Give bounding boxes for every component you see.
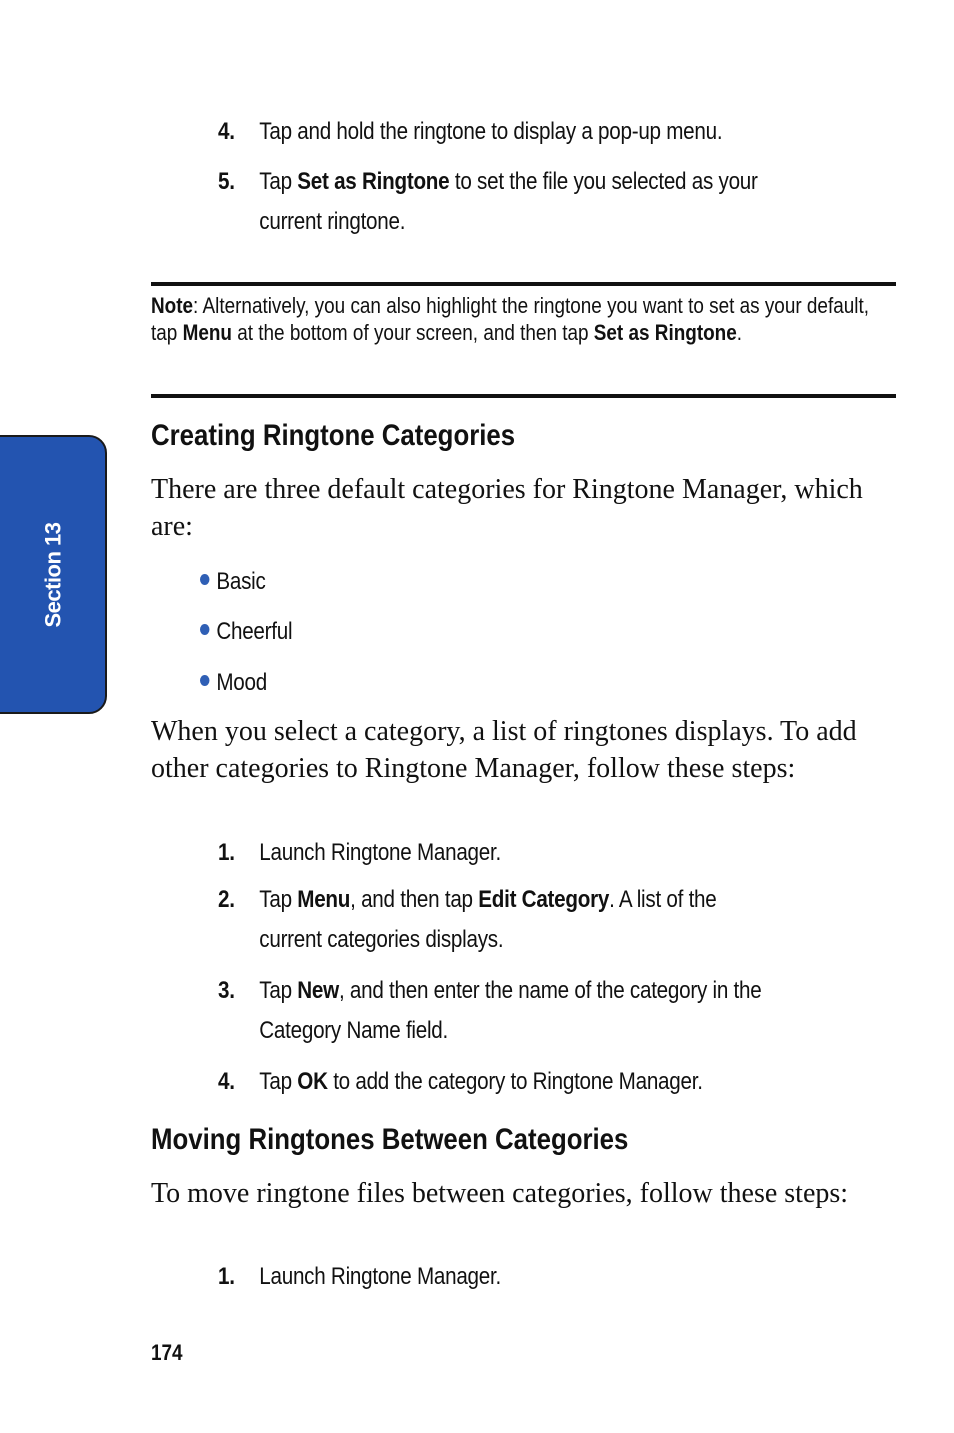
section-intro: To move ringtone files between categories, follow these steps: — [151, 1178, 849, 1209]
section-tab-label-box — [0, 435, 107, 714]
step-item: 3. Tap New, and then enter the name of the category in the Category Name field. — [218, 977, 762, 1044]
step-item: 2. Tap Menu, and then tap Edit Category. A list of the current categories displays. — [218, 886, 717, 953]
step-item: 4. Tap and hold the ringtone to display a pop-up menu. — [218, 118, 723, 145]
step-item: 5. Tap Set as Ringtone to set the file you selected as your current ringtone. — [218, 168, 758, 235]
section-paragraph: When you select a category, a list of ringtones displays. To add other categories to Ringtone Manager, follow these steps: — [151, 716, 857, 784]
bullet-item: Basic — [200, 562, 266, 602]
section-intro: There are three default categories for Ringtone Manager, which are: — [151, 474, 863, 542]
section-tab-label: Section 13 — [40, 521, 66, 628]
section-heading: Creating Ringtone Categories — [151, 419, 516, 452]
page-number: 174 — [151, 1340, 183, 1365]
step-item: 4. Tap OK to add the category to Ringtone Manager. — [218, 1068, 703, 1095]
step-item: 1. Launch Ringtone Manager. — [218, 839, 501, 866]
bullet-item: Mood — [200, 663, 267, 703]
note-bottom-rule — [151, 394, 896, 398]
note-text: Note: Alternatively, you can also highlight the ringtone you want to set as your default, tap Menu at the bottom of your screen, and then tap Set as Ringtone. — [151, 293, 869, 345]
bullet-dot-icon — [200, 624, 209, 635]
note-top-rule — [151, 282, 896, 286]
bullet-dot-icon — [200, 675, 209, 686]
section-heading: Moving Ringtones Between Categories — [151, 1123, 629, 1156]
step-item: 1. Launch Ringtone Manager. — [218, 1263, 501, 1290]
bullet-item: Cheerful — [200, 612, 292, 652]
bullet-dot-icon — [200, 574, 209, 585]
